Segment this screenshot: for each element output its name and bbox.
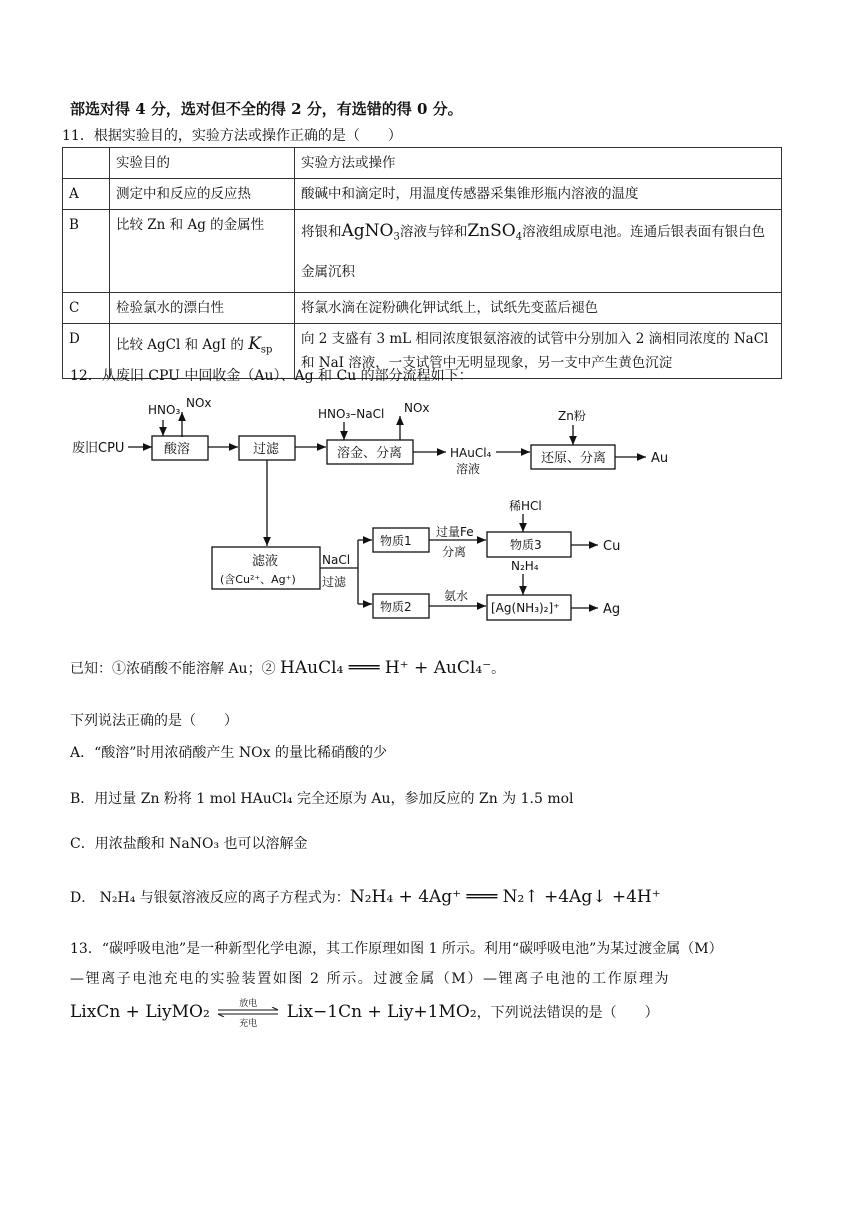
charge-label: 充电 <box>239 1019 258 1029</box>
option-d-text: D． N₂H₄ 与银氨溶液反应的离子方程式为： <box>70 890 350 906</box>
row-purpose: 测定中和反应的反应热 <box>110 179 295 210</box>
q11-table <box>62 147 782 379</box>
flow-box-reduce: 还原、分离 <box>541 451 607 466</box>
flow-filtrate: 滤液 <box>252 554 279 569</box>
flow-zn-powder: Zn粉 <box>558 409 586 423</box>
row-method <box>295 210 782 293</box>
flow-box-filter: 过滤 <box>253 442 280 457</box>
flow-dil-hcl: 稀HCl <box>509 499 542 513</box>
q13-eq-left: LixCn + LiyMO₂ <box>70 1002 210 1022</box>
q13-eq-right: Lix−1Cn + Liy+1MO₂ <box>286 1002 477 1022</box>
flow-box-acid: 酸溶 <box>164 442 191 457</box>
flow-sub2: 物质2 <box>380 600 412 614</box>
known-end: 。 <box>491 661 506 677</box>
formula-agno3: AgNO <box>341 221 394 241</box>
formula-znso4: ZnSO <box>467 221 516 241</box>
flow-nacl: NaCl <box>322 553 351 567</box>
purpose-text: 比较 AgCl 和 AgI 的 <box>116 336 249 353</box>
known-text: 已知：①浓硝酸不能溶解 Au；② <box>70 661 281 677</box>
flow-ammonia: 氨水 <box>444 589 469 603</box>
subscript: 4 <box>515 231 523 243</box>
row-label: D <box>63 323 110 378</box>
discharge-label: 放电 <box>239 999 258 1009</box>
q12-option-a[interactable]: A．“酸溶”时用浓硝酸产生 NOx 的量比稀硝酸的少 <box>70 745 387 761</box>
row-purpose: 比较 Zn 和 Ag 的金属性 <box>110 210 295 293</box>
known-equation: HAuCl₄ ═══ H⁺ + AuCl₄⁻ <box>280 658 492 678</box>
table-row <box>63 292 782 323</box>
flow-reagent-2: HNO₃–NaCl <box>318 407 385 421</box>
subscript: 3 <box>393 231 400 243</box>
scoring-rule-line: 部选对得 4 分，选对但不全的得 2 分，有选错的得 0 分。 <box>70 100 463 118</box>
flow-filter-2: 过滤 <box>322 575 347 589</box>
flow-separate: 分离 <box>442 545 467 559</box>
option-d-equation: N₂H₄ + 4Ag⁺ ═══ N₂↑ +4Ag↓ +4H⁺ <box>349 887 661 907</box>
flow-nox-2: NOx <box>404 401 430 415</box>
method-text: 溶液组成原电池。连通后银表面有银白色金属沉积 <box>301 224 766 280</box>
row-method: 向 2 支盛有 3 mL 相同浓度银氨溶液的试管中分别加入 2 滴相同浓度的 NaCl 和 NaI 溶液，一支试管中无明显现象，另一支中产生黄色沉淀 <box>295 323 782 378</box>
flow-sub1: 物质1 <box>380 534 412 548</box>
q13-line-2: —锂离子电池充电的实验装置如图 2 所示。过渡金属（M）—锂离子电池的工作原理为 <box>70 971 671 987</box>
row-label: B <box>63 210 110 293</box>
q12-ask: 下列说法正确的是（ ） <box>70 713 238 729</box>
flow-excess-fe: 过量Fe <box>436 525 474 539</box>
flow-box-dissolve: 溶金、分离 <box>337 446 403 461</box>
flow-haucl4: HAuCl₄ <box>450 446 492 460</box>
table-header-cell: 实验目的 <box>110 148 295 179</box>
row-purpose: 检验氯水的漂白性 <box>110 292 295 323</box>
row-label: A <box>63 179 110 210</box>
flow-cu: Cu <box>603 539 621 554</box>
ksp-symbol: K <box>248 333 261 354</box>
table-header-cell <box>63 148 110 179</box>
row-method: 酸碱中和滴定时，用温度传感器采集锥形瓶内溶液的温度 <box>295 179 782 210</box>
q13-equation-line <box>70 996 659 1028</box>
q12-flow-diagram <box>70 390 710 635</box>
flow-start: 废旧CPU <box>72 441 125 456</box>
flow-ag: Ag <box>603 602 621 617</box>
flow-n2h4: N₂H₄ <box>511 559 539 573</box>
table-row <box>63 210 782 293</box>
table-header-row <box>63 148 782 179</box>
reversible-arrow <box>216 996 280 1029</box>
q12-stem: 12．从废旧 CPU 中回收金（Au）、Ag 和 Cu 的部分流程如下： <box>70 368 473 384</box>
flow-nox-1: NOx <box>186 396 212 410</box>
flow-sub3: 物质3 <box>510 538 542 552</box>
row-method: 将氯水滴在淀粉碘化钾试纸上，试纸先变蓝后褪色 <box>295 292 782 323</box>
q11-stem: 11．根据实验目的，实验方法或操作正确的是（ ） <box>62 128 402 144</box>
flow-hno3: HNO₃ <box>148 403 181 417</box>
subscript: sp <box>260 344 273 356</box>
row-label: C <box>63 292 110 323</box>
q12-option-d[interactable] <box>70 887 661 907</box>
table-row <box>63 179 782 210</box>
flow-filtrate-sub: (含Cu²⁺、Ag⁺) <box>220 573 296 586</box>
method-text: 溶液与锌和 <box>399 224 468 240</box>
flow-au: Au <box>651 451 669 466</box>
q12-option-c[interactable]: C．用浓盐酸和 NaNO₃ 也可以溶解金 <box>70 836 308 852</box>
flow-haucl4-sub: 溶液 <box>456 462 481 476</box>
q13-line-1: 13．“碳呼吸电池”是一种新型化学电源，其工作原理如图 1 所示。利用“碳呼吸电池”为某过渡金属（M） <box>70 941 723 957</box>
method-text: 将银和 <box>301 224 342 240</box>
q12-option-b[interactable]: B．用过量 Zn 粉将 1 mol HAuCl₄ 完全还原为 Au，参加反应的 Zn 为 1.5 mol <box>70 791 574 807</box>
q12-known <box>70 658 505 678</box>
q13-tail: ，下列说法错误的是（ ） <box>476 1005 659 1021</box>
table-header-cell: 实验方法或操作 <box>295 148 782 179</box>
flow-complex: [Ag(NH₃)₂]⁺ <box>491 601 560 615</box>
